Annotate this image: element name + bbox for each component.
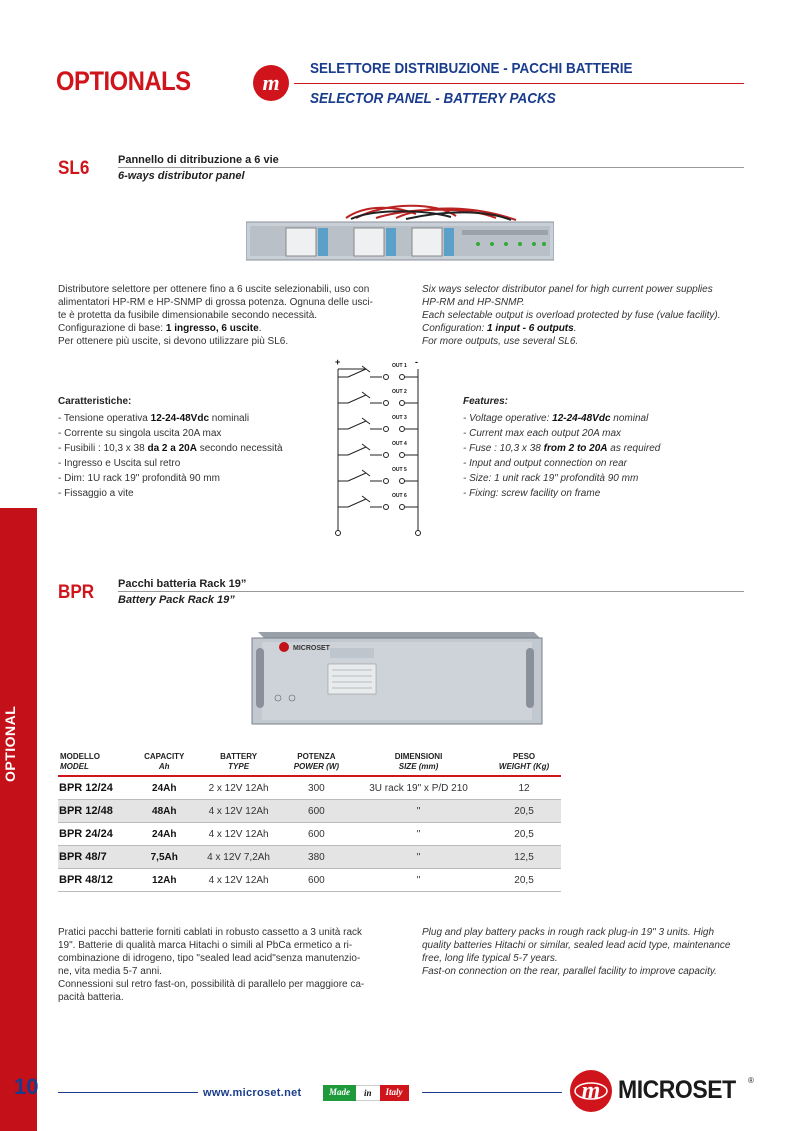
desc-line: Distributore selettore per ottenere fino a 6 uscite selezionabili, uso con — [58, 284, 370, 295]
feature-text: - Fixing: screw facility on frame — [463, 488, 601, 499]
table-row — [58, 823, 561, 846]
header-line: MODEL — [60, 762, 89, 771]
output-label: OUT 1 — [392, 363, 407, 369]
table-cell: 600 — [283, 869, 350, 892]
table-cell: BPR 12/24 — [58, 776, 134, 800]
feature-text: - Voltage operative: — [463, 413, 553, 424]
fuse-switch — [348, 395, 366, 403]
footer-divider-right — [422, 1092, 562, 1093]
header-line: MODELLO — [60, 752, 100, 761]
sl6-code: SL6 — [58, 158, 90, 179]
table-cell: 3U rack 19" x P/D 210 — [350, 776, 487, 800]
feature-item — [463, 411, 743, 426]
bpr-code: BPR — [58, 582, 95, 603]
feature-text: secondo necessità — [196, 443, 283, 454]
fuse-mark — [362, 444, 370, 450]
table-cell: BPR 12/48 — [58, 800, 134, 823]
table-cell: BPR 24/24 — [58, 823, 134, 846]
flag-white: in — [356, 1085, 380, 1101]
header-line: POTENZA — [297, 752, 336, 761]
table-cell: 4 x 12V 12Ah — [194, 869, 282, 892]
fuse-mark — [362, 418, 370, 424]
fuse-switch — [348, 369, 366, 377]
table-cell: 12Ah — [134, 869, 194, 892]
output-terminal-positive — [384, 453, 389, 458]
feature-item — [58, 441, 318, 456]
feature-item — [58, 471, 318, 486]
column-header — [350, 750, 487, 776]
header-line: POWER (W) — [293, 762, 340, 771]
subtitle-english: SELECTOR PANEL - BATTERY PACKS — [310, 90, 556, 107]
column-header — [194, 750, 282, 776]
feature-text: nominal — [610, 413, 649, 424]
desc-line: Fast-on connection on the rear, parallel facility to improve capacity. — [422, 966, 717, 977]
page-number: 10 — [14, 1074, 39, 1099]
table-cell: 7,5Ah — [134, 846, 194, 869]
plus-sign: + — [335, 357, 341, 367]
header-line: WEIGHT (Kg) — [498, 762, 550, 771]
table-cell: 380 — [283, 846, 350, 869]
config-value: 1 ingresso, 6 uscite — [165, 323, 259, 334]
page-title: OPTIONALS — [56, 66, 191, 96]
features-list-italian — [58, 411, 318, 501]
bpr-rack-image — [248, 628, 546, 728]
bpr-divider — [118, 591, 744, 592]
feature-item — [463, 456, 743, 471]
bpr-description-english — [422, 926, 762, 978]
desc-line: Connessioni sul retro fast-on, possibilità di parallelo per maggiore ca- — [58, 979, 365, 990]
microset-logo-icon — [252, 64, 290, 102]
website-link[interactable]: www.microset.net — [203, 1087, 302, 1099]
feature-text: - Tensione operativa — [58, 413, 151, 424]
feature-item — [463, 471, 743, 486]
feature-item — [463, 441, 743, 456]
made-in-italy-badge — [323, 1085, 409, 1101]
feature-text: nominali — [209, 413, 250, 424]
svg-text:m: m — [262, 70, 280, 95]
feature-item — [463, 426, 743, 441]
more-line: Per ottenere più uscite, si devono utilizzare più SL6. — [58, 336, 289, 347]
brand-name: MICROSET — [618, 1076, 736, 1104]
output-label: OUT 3 — [392, 415, 407, 421]
sl6-divider — [118, 167, 744, 168]
table-cell: 48Ah — [134, 800, 194, 823]
desc-line: Each selectable output is overload protected by fuse (value facility). — [422, 310, 721, 321]
more-line: For more outputs, use several SL6. — [422, 336, 579, 347]
feature-text: - Current max each output 20A max — [463, 428, 622, 439]
table-cell: " — [350, 823, 487, 846]
bpr-spec-table — [58, 750, 561, 892]
flag-green: Made — [323, 1085, 356, 1101]
header-line: CAPACITY — [144, 752, 185, 761]
feature-item — [58, 456, 318, 471]
desc-line: combinazione di idrogeno, tipo "sealed lead acid"senza manutenzio- — [58, 953, 361, 964]
config-label: Configuration: — [422, 323, 488, 334]
feature-item — [58, 426, 318, 441]
fuse-mark — [362, 496, 370, 502]
feature-text: - Ingresso e Uscita sul retro — [58, 458, 181, 469]
desc-line: Six ways selector distributor panel for high current power supplies — [422, 284, 713, 295]
desc-line: quality batteries Hitachi or similar, sealed lead acid type, maintenance — [422, 940, 731, 951]
desc-line: 19". Batterie di qualità marca Hitachi o simili al PbCa ermetico a ri- — [58, 940, 353, 951]
feature-text: - Corrente su singola uscita 20A max — [58, 428, 222, 439]
feature-text: as required — [607, 443, 661, 454]
table-row — [58, 800, 561, 823]
bpr-description-italian — [58, 926, 388, 1004]
table-cell: 4 x 12V 12Ah — [194, 823, 282, 846]
subtitle-italian: SELETTORE DISTRIBUZIONE - PACCHI BATTERIE — [310, 60, 633, 77]
table-cell: 4 x 12V 12Ah — [194, 800, 282, 823]
desc-line: HP-RM and HP-SNMP. — [422, 297, 525, 308]
column-header — [487, 750, 561, 776]
fuse-mark — [362, 392, 370, 398]
table-cell: BPR 48/12 — [58, 869, 134, 892]
table-cell: 12,5 — [487, 846, 561, 869]
output-label: OUT 2 — [392, 389, 407, 395]
features-title-italian: Caratteristiche: — [58, 396, 132, 407]
output-terminal-negative — [400, 479, 405, 484]
fuse-mark — [362, 470, 370, 476]
svg-text:MICROSET: MICROSET — [293, 645, 330, 652]
table-cell: 600 — [283, 823, 350, 846]
table-cell: 20,5 — [487, 869, 561, 892]
column-header — [283, 750, 350, 776]
fuse-switch — [348, 421, 366, 429]
footer-divider-left — [58, 1092, 198, 1093]
config-label: Configurazione di base: — [58, 323, 166, 334]
fuse-switch — [348, 447, 366, 455]
sl6-title-english: 6-ways distributor panel — [118, 170, 245, 182]
header-divider — [294, 83, 744, 84]
table-cell: 4 x 12V 7,2Ah — [194, 846, 282, 869]
sl6-description-italian — [58, 283, 388, 348]
microset-brand-logo — [568, 1068, 758, 1114]
desc-line: pacità batteria. — [58, 992, 124, 1003]
desc-line: te è protetta da fusibile dimensionabile secondo necessità. — [58, 310, 318, 321]
table-row — [58, 846, 561, 869]
wiring-diagram — [326, 355, 426, 540]
desc-line: Plug and play battery packs in rough rack plug-in 19" 3 units. High — [422, 927, 715, 938]
table-cell: " — [350, 800, 487, 823]
feature-item — [58, 411, 318, 426]
fuse-switch — [348, 499, 366, 507]
desc-line: ne, vita media 5-7 anni. — [58, 966, 162, 977]
column-header — [58, 750, 134, 776]
header-line: TYPE — [228, 762, 250, 771]
table-header-row — [58, 750, 561, 776]
header-line: PESO — [512, 752, 536, 761]
feature-text: - Fissaggio a vite — [58, 488, 134, 499]
header-line: Ah — [158, 762, 170, 771]
config-value: 1 input - 6 outputs — [487, 323, 574, 334]
feature-highlight: da 2 a 20A — [147, 443, 197, 454]
output-terminal-positive — [384, 401, 389, 406]
feature-text: - Input and output connection on rear — [463, 458, 628, 469]
output-label: OUT 4 — [392, 441, 407, 447]
header-line: BATTERY — [220, 752, 258, 761]
feature-text: - Size: 1 unit rack 19" profondità 90 mm — [463, 473, 639, 484]
config-line: Configuration: 1 input - 6 outputs. — [422, 323, 577, 334]
bpr-title-italian: Pacchi batteria Rack 19” — [118, 578, 247, 590]
flag-red: Italy — [380, 1085, 409, 1101]
table-cell: 300 — [283, 776, 350, 800]
desc-line: Pratici pacchi batterie forniti cablati in robusto cassetto a 3 unità rack — [58, 927, 363, 938]
output-terminal-positive — [384, 479, 389, 484]
desc-line: alimentatori HP-RM e HP-SNMP di grossa potenza. Ognuna delle usci- — [58, 297, 373, 308]
feature-item — [463, 486, 743, 501]
output-terminal-positive — [384, 427, 389, 432]
table-cell: 600 — [283, 800, 350, 823]
feature-highlight: from 2 to 20A — [543, 443, 608, 454]
sl6-panel-image — [246, 200, 554, 268]
output-terminal-negative — [400, 401, 405, 406]
output-terminal-negative — [400, 375, 405, 380]
sl6-title-italian: Pannello di ditribuzione a 6 vie — [118, 154, 279, 166]
config-line: Configurazione di base: 1 ingresso, 6 uscite. — [58, 323, 262, 334]
feature-item — [58, 486, 318, 501]
table-cell: " — [350, 846, 487, 869]
feature-text: - Fusibili : 10,3 x 38 — [58, 443, 148, 454]
fuse-switch — [348, 473, 366, 481]
table-cell: 2 x 12V 12Ah — [194, 776, 282, 800]
output-terminal-negative — [400, 453, 405, 458]
table-cell: 20,5 — [487, 823, 561, 846]
header-line: DIMENSIONI — [394, 752, 443, 761]
column-header — [134, 750, 194, 776]
header-line: SIZE (mm) — [398, 762, 439, 771]
features-title-english: Features: — [463, 396, 509, 407]
desc-line: free, long life typical 5-7 years. — [422, 953, 558, 964]
output-terminal-negative — [400, 505, 405, 510]
table-cell: 20,5 — [487, 800, 561, 823]
registered-mark: ® — [748, 1076, 754, 1085]
output-terminal-positive — [384, 375, 389, 380]
minus-sign: - — [415, 357, 418, 367]
features-list-english — [463, 411, 743, 501]
feature-text: - Dim: 1U rack 19" profondità 90 mm — [58, 473, 220, 484]
table-cell: 24Ah — [134, 823, 194, 846]
table-cell: " — [350, 869, 487, 892]
feature-text: - Fuse : 10,3 x 38 — [463, 443, 544, 454]
output-terminal-positive — [384, 505, 389, 510]
output-label: OUT 5 — [392, 467, 407, 473]
bpr-title-english: Battery Pack Rack 19” — [118, 594, 235, 606]
output-label: OUT 6 — [392, 493, 407, 499]
table-cell: 12 — [487, 776, 561, 800]
sl6-description-english — [422, 283, 752, 348]
output-terminal-negative — [400, 427, 405, 432]
svg-text:m: m — [581, 1078, 601, 1104]
feature-highlight: 12-24-48Vdc — [552, 413, 611, 424]
side-tab-label: OPTIONAL — [2, 705, 18, 782]
table-cell: BPR 48/7 — [58, 846, 134, 869]
side-section-tab — [0, 508, 37, 1131]
feature-highlight: 12-24-48Vdc — [150, 413, 210, 424]
table-cell: 24Ah — [134, 776, 194, 800]
table-row — [58, 776, 561, 800]
table-row — [58, 869, 561, 892]
